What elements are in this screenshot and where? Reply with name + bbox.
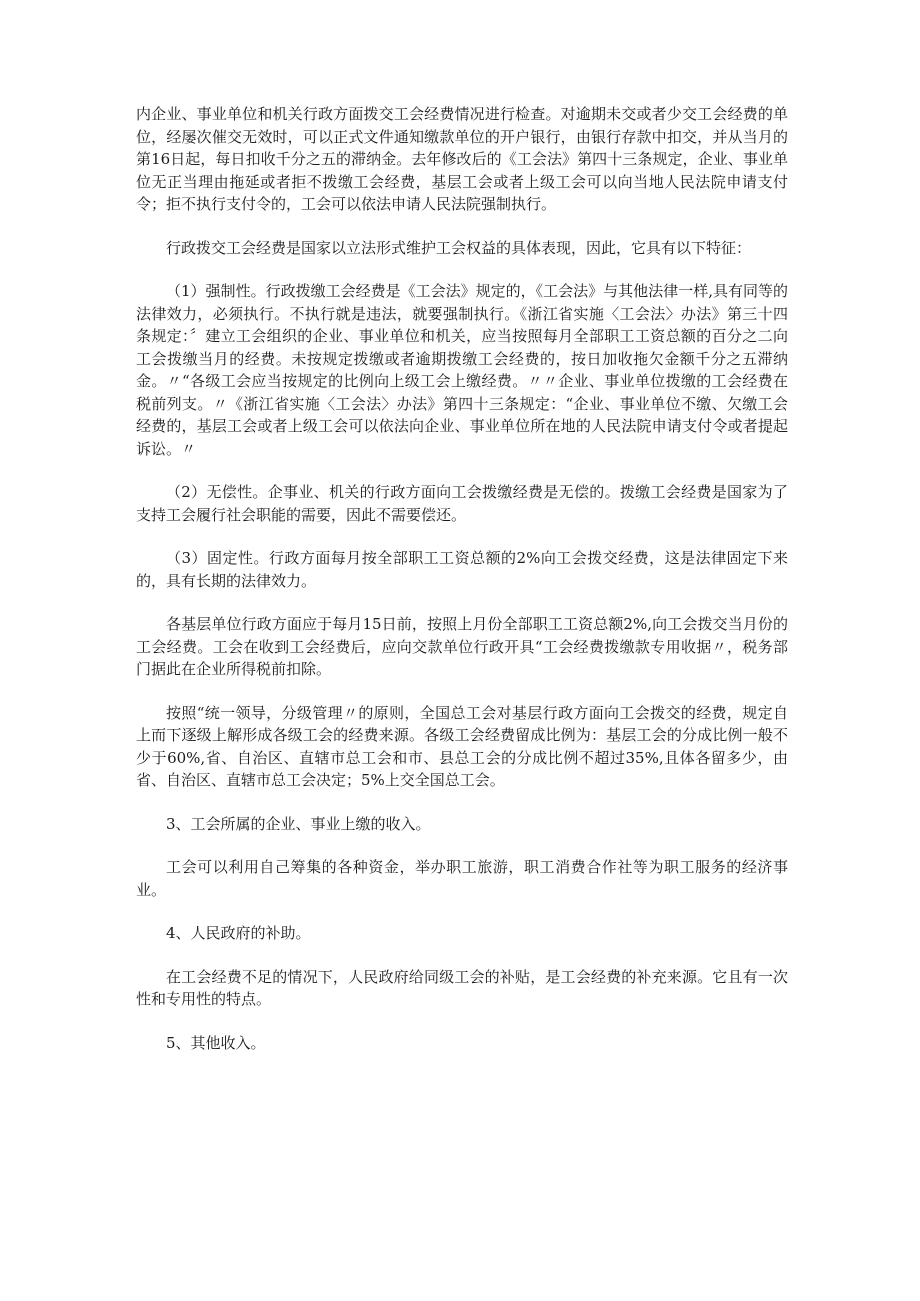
- paragraph-gratuitous: （2）无偿性。企事业、机关的行政方面向工会拨缴经费是无偿的。拨缴工会经费是国家为了支持工会履行社会职能的需要，因此不需要偿还。: [136, 483, 788, 524]
- paragraph-characteristics-intro: 行政拨交工会经费是国家以立法形式维护工会权益的具体表现，因此，它具有以下特征：: [166, 238, 752, 257]
- paragraph-government-subsidy: 在工会经费不足的情况下，人民政府给同级工会的补贴，是工会经费的补充来源。它且有一次性和专用性的特点。: [136, 967, 788, 1008]
- paragraph-funds-inspection: 内企业、事业单位和机关行政方面拨交工会经费情况进行检查。对逾期未交或者少交工会经费的单位，经屡次催交无效时，可以正式文件通知缴款单位的开户银行，由银行存款中扣交，并从当月的第16日起，每日扣收千分之五的滞纳金。去年修改后的《工会法》第四十三条规定，企业、事业单位无正当理由拖延或者拒不拨缴工会经费，基层工会或者上级工会可以向当地人民法院申请支付令；拒不执行支付令的，工会可以依法申请人民法院强制执行。: [136, 105, 788, 213]
- heading-enterprise-income: 3、工会所属的企业、事业上缴的收入。: [166, 814, 431, 833]
- heading-other-income: 5、其他收入。: [166, 1033, 266, 1052]
- heading-government-subsidy: 4、人民政府的补助。: [166, 924, 311, 942]
- paragraph-fixed: （3）固定性。行政方面每月按全部职工工资总额的2%向工会拨交经费，这是法律固定下来的，具有长期的法律效力。: [136, 549, 788, 590]
- paragraph-monthly-payment: 各基层单位行政方面应于每月15日前，按照上月份全部职工工资总额2%,向工会拨交当月份的工会经费。工会在收到工会经费后，应向交款单位行政开具“工会经费拨缴款专用收据〃，税务部门据此在企业所得税前扣除。: [136, 615, 788, 678]
- paragraph-allocation-ratio: 按照“统一领导，分级管理〃的原则，全国总工会对基层行政方面向工会拨交的经费，规定自上而下逐级上解形成各级工会的经费来源。各级工会经费留成比例为：基层工会的分成比例一般不少于60%,省、自治区、直辖市总工会和市、县总工会的分成比例不超过35%,且体各留多少，由省、自治区、直辖市总工会决定；5%上交全国总工会。: [136, 703, 788, 789]
- document-page: [136, 103, 788, 1075]
- paragraph-mandatory: （1）强制性。行政拨缴工会经费是《工会法》规定的，《工会法》与其他法律一样,具有同等的法律效力，必须执行。不执行就是违法，就要强制执行。《浙江省实施〈工会法〉办法》第三十四条规定：〞建立工会组织的企业、事业单位和机关，应当按照每月全部职工工资总额的百分之二向工会拨缴当月的经费。未按规定拨缴或者逾期拨缴工会经费的，按日加收拖欠金额千分之五滞纳金。〃“各级工会应当按规定的比例向上级工会上缴经费。〃〃企业、事业单位拨缴的工会经费在税前列支。〃《浙江省实施〈工会法〉办法》第四十三条规定：“企业、事业单位不缴、欠缴工会经费的，基层工会或者上级工会可以依法向企业、事业单位所在地的人民法院申请支付令或者提起诉讼。〃: [136, 282, 788, 458]
- paragraph-enterprise-income: 工会可以利用自己筹集的各种资金，举办职工旅游，职工消费合作社等为职工服务的经济事业。: [136, 858, 788, 899]
